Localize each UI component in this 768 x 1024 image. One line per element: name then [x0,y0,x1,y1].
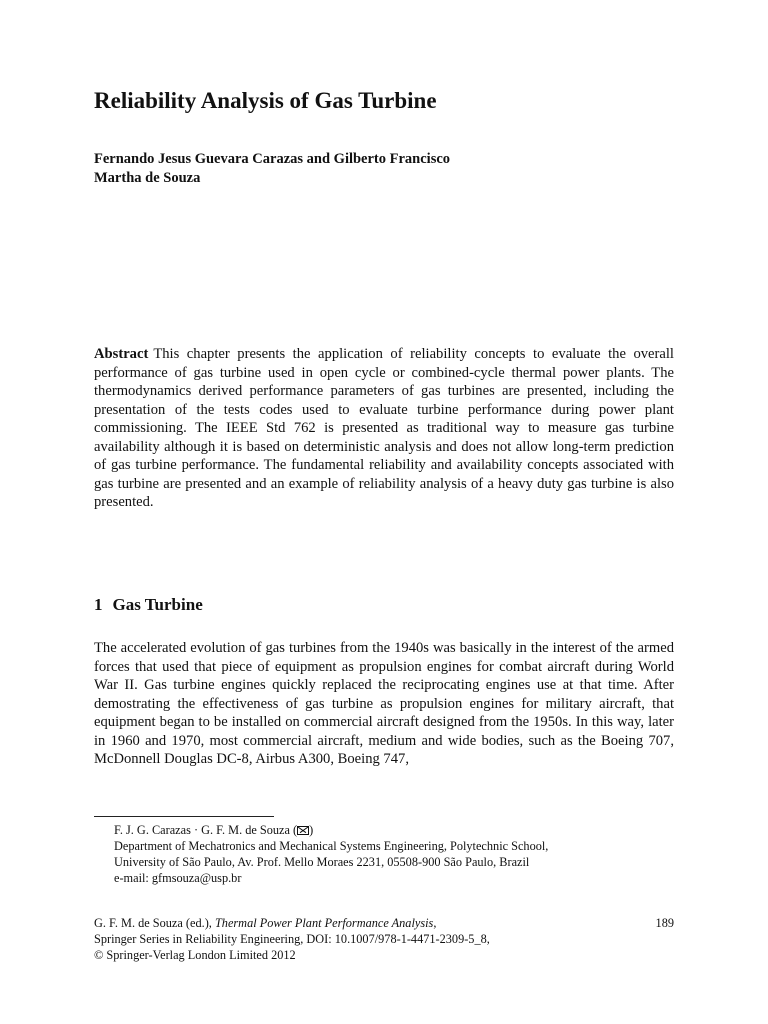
author-list [94,150,654,188]
imprint-editor: G. F. M. de Souza (ed.), [94,916,215,930]
footnote-authors-close: ) [309,823,314,837]
abstract [94,345,674,512]
section-title: Gas Turbine [112,595,203,614]
page-number: 189 [655,916,674,930]
paper-title: Reliability Analysis of Gas Turbine [94,88,437,113]
imprint-book-title: Thermal Power Plant Performance Analysis [214,916,434,930]
footnote-divider [94,816,274,817]
author-line-1: Fernando Jesus Guevara Carazas and Gilberto Francisco [94,151,451,167]
author-footnote [114,822,674,886]
imprint-citation [94,915,574,931]
imprint-series: Springer Series in Reliability Engineering, DOI: 10.1007/978-1-4471-2309-5_8, [94,932,490,946]
author-line-2: Martha de Souza [94,170,201,186]
section-body-paragraph: The accelerated evolution of gas turbines from the 1940s was basically in the interest of the armed forces that used that piece of equipment as propulsion engines for combat aircraft during World War II. Gas turbine engines quickly replaced the reciprocating engines use at that time. After demostrating the effectiveness of gas turbine as propulsion engines for military aircraft, that equipment began to be installed on commercial aircraft designed from the 1950s. In this way, later in 1960 and 1970, most commercial aircraft, medium and wide bodies, such as the Boeing 707, McDonnell Douglas DC-8, Airbus A300, Boeing 747, [94,640,674,767]
footnote-authors: F. J. G. Carazas · G. F. M. de Souza ( [114,823,298,837]
abstract-label: Abstract [94,346,149,362]
envelope-icon[interactable] [297,826,309,835]
section-number: 1 [94,595,103,614]
imprint-copyright: © Springer-Verlag London Limited 2012 [94,948,296,962]
footnote-email[interactable]: e-mail: gfmsouza@usp.br [114,871,242,885]
footnote-affiliation-line-2: University of São Paulo, Av. Prof. Mello Moraes 2231, 05508-900 São Paulo, Brazil [114,855,530,869]
book-imprint [94,915,574,963]
footnote-affiliation-line-1: Department of Mechatronics and Mechanical Systems Engineering, Polytechnic School, [114,839,549,853]
abstract-text: This chapter presents the application of reliability concepts to evaluate the overall performance of gas turbine used in open cycle or combined-cycle thermal power plants. The thermodynamics derived performance parameters of gas turbines are presented, including the presentation of the tests codes used to evaluate turbine performance during power plant commissioning. The IEEE Std 762 is presented as traditional way to measure gas turbine availability although it is based on deterministic analysis and does not allow long-term prediction of gas turbine performance. The fundamental reliability and availability concepts associated with gas turbine are presented and an example of reliability analysis of a heavy duty gas turbine is also presented. [94,346,674,510]
section-heading [94,594,203,616]
footnote-authors-line [114,822,674,838]
imprint-book-suffix: , [433,916,437,930]
